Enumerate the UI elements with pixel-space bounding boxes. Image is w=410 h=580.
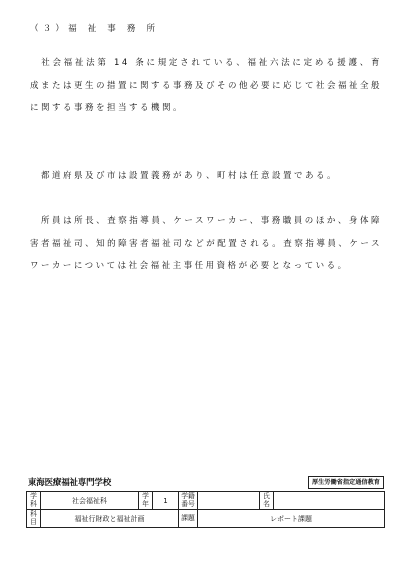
table-row-student xyxy=(27,492,385,510)
student-number-label: 学籍 番号 xyxy=(179,492,198,510)
department-label: 学 科 xyxy=(27,492,41,510)
name-field[interactable] xyxy=(274,492,385,510)
student-number-field[interactable] xyxy=(198,492,260,510)
paragraph-1: 社会福祉法第 14 条に規定されている、福祉六法に定める援護、育成または更生の措置に関する事務及びその他必要に応じて社会福祉全般に関する事務を担当する機関。 xyxy=(30,58,383,113)
table-row-subject xyxy=(27,510,385,528)
section-heading: （３）福 祉 事 務 所 xyxy=(30,24,160,34)
name-label: 氏 名 xyxy=(260,492,274,510)
department-value: 社会福祉科 xyxy=(41,492,139,510)
paragraph-3: 所員は所長、査察指導員、ケースワーカー、事務職員のほか、身体障害者福祉司、知的障害者福祉司などが配置される。査察指導員、ケースワーカーについては社会福祉主事任用資格が必要となっている。 xyxy=(30,216,382,271)
year-label: 学 年 xyxy=(139,492,153,510)
assignment-value: レポート課題 xyxy=(198,510,385,528)
assignment-label: 課題 xyxy=(179,510,198,528)
year-value: 1 xyxy=(153,492,179,510)
student-info-table xyxy=(26,491,385,528)
school-name: 東海医療福祉専門学校 xyxy=(28,478,112,488)
paragraph-2: 都道府県及び市は設置義務があり、町村は任意設置である。 xyxy=(30,171,339,181)
subject-label: 科 目 xyxy=(27,510,41,528)
ministry-designation-box: 厚生労働省指定通信教育 xyxy=(308,476,384,489)
subject-value: 福祉行財政と福祉計画 xyxy=(41,510,179,528)
